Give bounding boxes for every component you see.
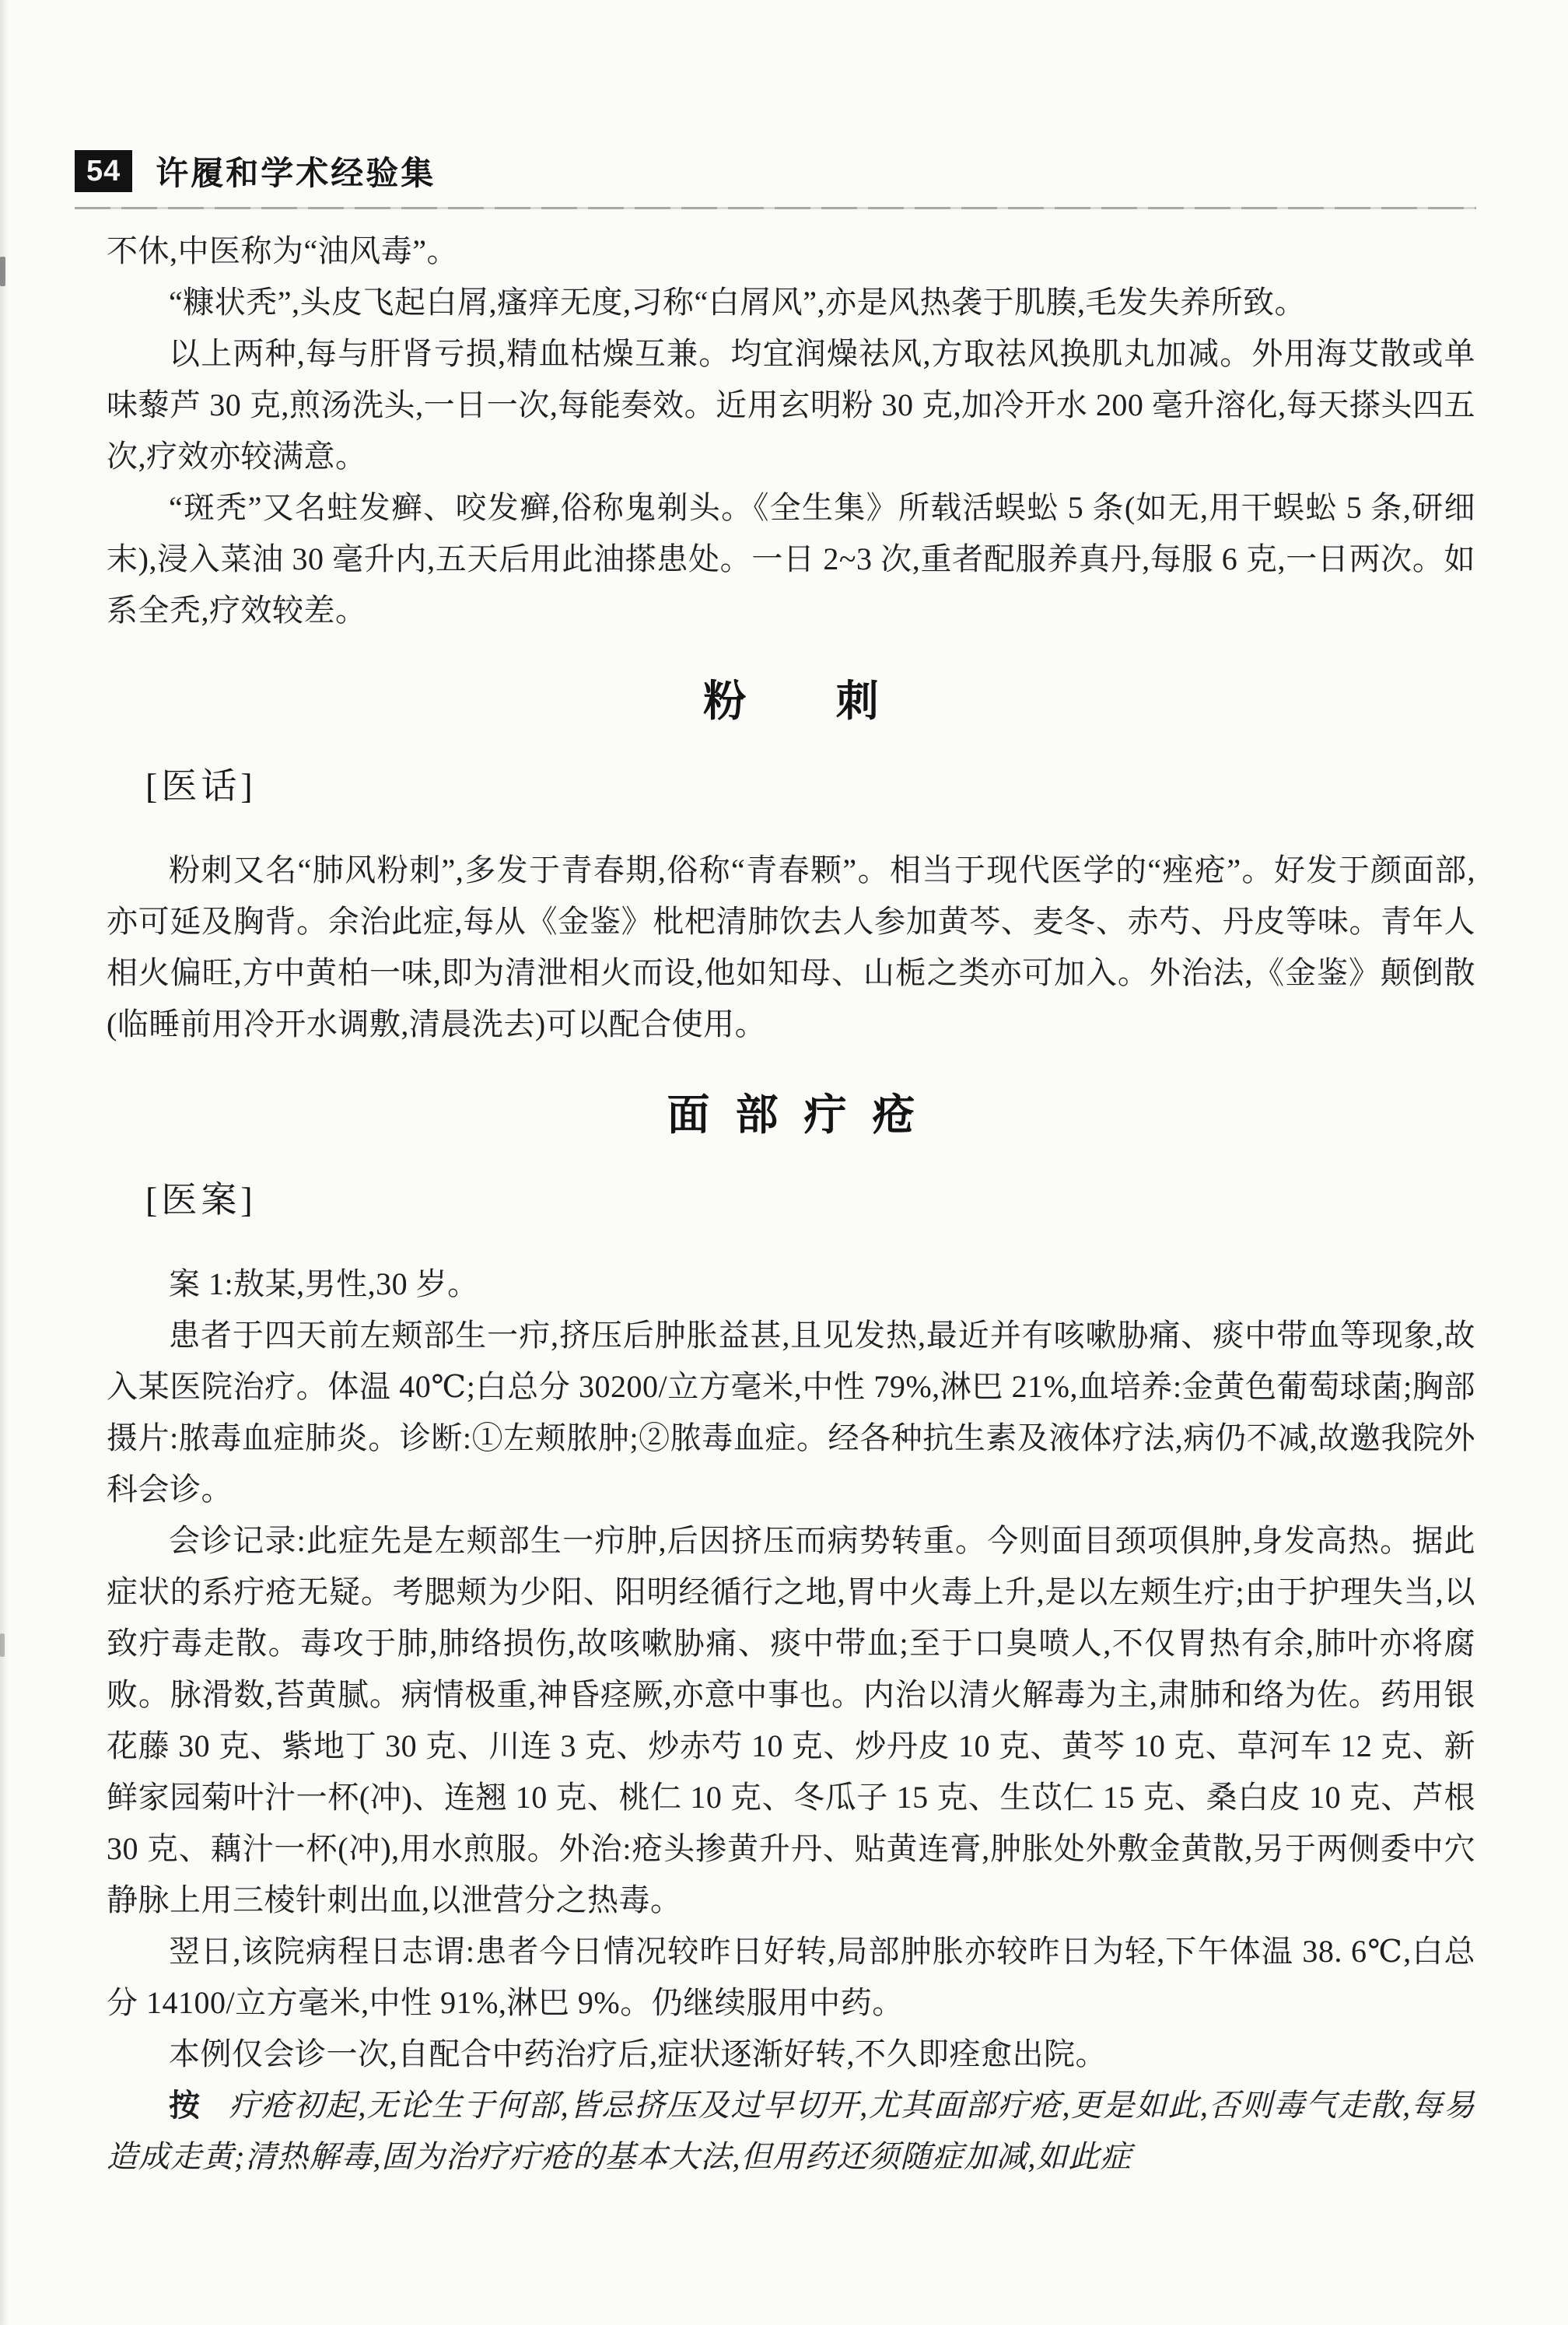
note-label: 按	[169, 2088, 201, 2123]
scan-mark	[0, 257, 5, 286]
page-number: 54	[86, 155, 121, 187]
scan-mark	[0, 1633, 5, 1657]
subheading-yian: [医案]	[145, 1180, 257, 1220]
header-rule	[75, 207, 1476, 209]
paragraph: “糠状秃”,头皮飞起白屑,瘙痒无度,习称“白屑风”,亦是风热袭于肌腠,毛发失养所致。	[169, 285, 1307, 320]
paragraph: 本例仅会诊一次,自配合中药治疗后,症状逐渐好转,不久即痊愈出院。	[169, 2036, 1107, 2071]
paragraph: 患者于四天前左颊部生一疖,挤压后肿胀益甚,且见发热,最近并有咳嗽胁痛、痰中带血等现象,故入某医院治疗。体温 40℃;白总分 30200/立方毫米,中性 79%,淋巴 21%,血培养:金黄色葡萄球菌;胸部摄片:脓毒血症肺炎。诊断:①左颊脓肿;②脓毒血症。经各种抗生素及液体疗法,病仍不减,故邀我院外科会诊。	[107, 1318, 1475, 1507]
page-body	[107, 226, 1475, 2183]
subheading-yihua: [医话]	[145, 766, 257, 806]
section-heading-fenci: 粉刺	[703, 677, 969, 725]
page-number-badge	[75, 150, 132, 192]
paragraph: 案 1:敖某,男性,30 岁。	[169, 1266, 479, 1301]
paragraph: 粉刺又名“肺风粉刺”,多发于青春期,俗称“青春颗”。相当于现代医学的“痤疮”。好发于颜面部,亦可延及胸背。余治此症,每从《金鉴》枇杷清肺饮去人参加黄芩、麦冬、赤芍、丹皮等味。青年人相火偏旺,方中黄柏一味,即为清泄相火而设,他如知母、山栀之类亦可加入。外治法,《金鉴》颠倒散(临睡前用冷开水调敷,清晨洗去)可以配合使用。	[107, 853, 1475, 1042]
page-header	[75, 148, 1476, 209]
note-paragraph	[107, 2080, 1475, 2183]
scan-edge-artifact	[0, 0, 8, 2325]
paragraph: “斑秃”又名蛀发癣、咬发癣,俗称鬼剃头。《全生集》所载活蜈蚣 5 条(如无,用干蜈蚣 5 条,研细末),浸入菜油 30 毫升内,五天后用此油搽患处。一日 2~3 次,重者配服养真丹,每服 6 克,一日两次。如系全秃,疗效较差。	[107, 490, 1475, 628]
note-text: 疔疮初起,无论生于何部,皆忌挤压及过早切开,尤其面部疔疮,更是如此,否则毒气走散,每易造成走黄;清热解毒,固为治疗疔疮的基本大法,但用药还须随症加减,如此症	[107, 2088, 1476, 2174]
paragraph: 不休,中医称为“油风毒”。	[107, 233, 459, 268]
section-heading-mianbu: 面部疔疮	[667, 1091, 941, 1139]
header-row	[75, 148, 1476, 194]
paragraph: 会诊记录:此症先是左颊部生一疖肿,后因挤压而病势转重。今则面目颈项俱肿,身发高热。据此症状的系疔疮无疑。考腮颊为少阳、阳明经循行之地,胃中火毒上升,是以左颊生疔;由于护理失当,以致疔毒走散。毒攻于肺,肺络损伤,故咳嗽胁痛、痰中带血;至于口臭喷人,不仅胃热有余,肺叶亦将腐败。脉滑数,苔黄腻。病情极重,神昏痉厥,亦意中事也。内治以清火解毒为主,肃肺和络为佐。药用银花藤 30 克、紫地丁 30 克、川连 3 克、炒赤芍 10 克、炒丹皮 10 克、黄芩 10 克、草河车 12 克、新鲜家园菊叶汁一杯(冲)、连翘 10 克、桃仁 10 克、冬瓜子 15 克、生苡仁 15 克、桑白皮 10 克、芦根 30 克、藕汁一杯(冲),用水煎服。外治:疮头掺黄升丹、贴黄连膏,肿胀处外敷金黄散,另于两侧委中穴静脉上用三棱针刺出血,以泄营分之热毒。	[107, 1523, 1475, 1917]
paragraph: 以上两种,每与肝肾亏损,精血枯燥互兼。均宜润燥祛风,方取祛风换肌丸加减。外用海艾散或单味藜芦 30 克,煎汤洗头,一日一次,每能奏效。近用玄明粉 30 克,加冷开水 200 毫升溶化,每天搽头四五次,疗效亦较满意。	[107, 336, 1475, 474]
book-title: 许履和学术经验集	[156, 155, 436, 191]
paragraph: 翌日,该院病程日志谓:患者今日情况较昨日好转,局部肿胀亦较昨日为轻,下午体温 38. 6℃,白总分 14100/立方毫米,中性 91%,淋巴 9%。仍继续服用中药。	[107, 1934, 1475, 2020]
